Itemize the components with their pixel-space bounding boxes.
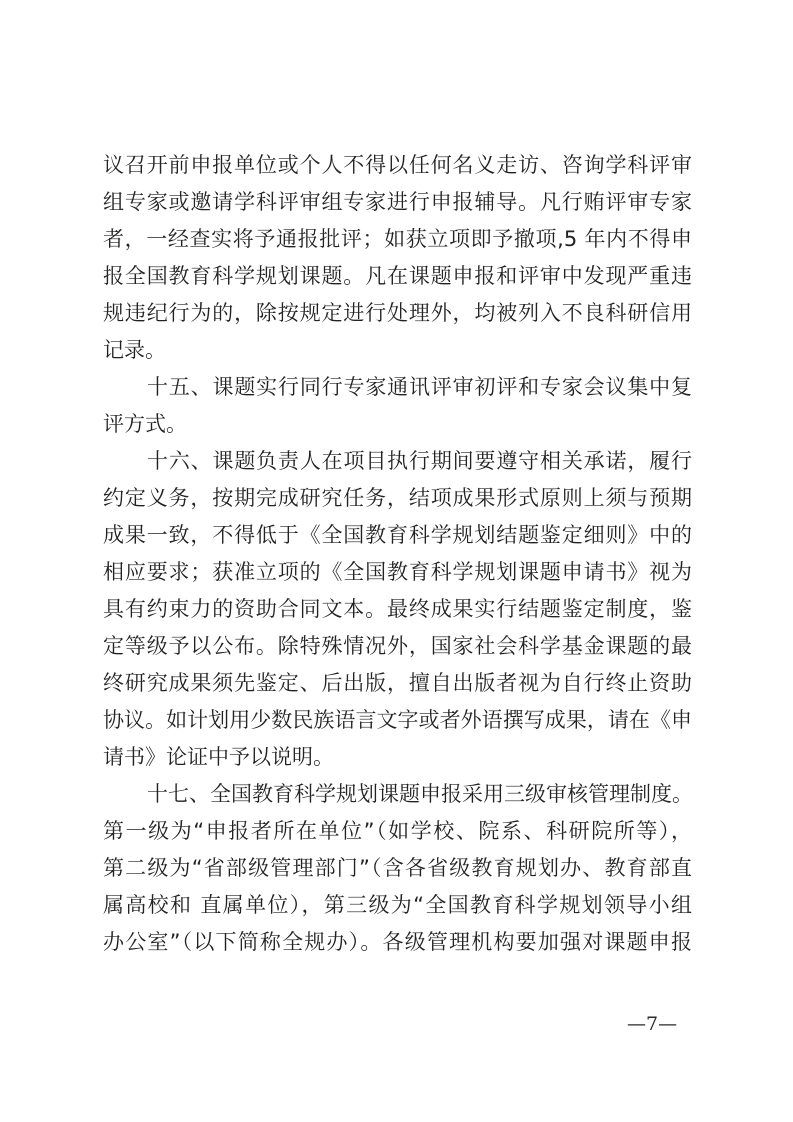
body-line: 协议。如计划用少数民族语言文字或者外语撰写成果，请在《申 (103, 708, 692, 732)
body-line: 属高校和 直属单位），第三级为“全国教育科学规划领导小组 (103, 893, 692, 917)
body-line: 终研究成果须先鉴定、后出版，擅自出版者视为自行终止资助 (103, 671, 692, 695)
body-line-section-16: 十六、课题负责人在项目执行期间要遵守相关承诺，履行 (147, 449, 692, 473)
body-line: 定等级予以公布。除特殊情况外，国家社会科学基金课题的最 (103, 634, 692, 658)
body-line: 报全国教育科学规划课题。凡在课题申报和评审中发现严重违 (103, 264, 692, 288)
body-line: 具有约束力的资助合同文本。最终成果实行结题鉴定制度，鉴 (103, 597, 692, 621)
body-line: 规违纪行为的，除按规定进行处理外，均被列入不良科研信用 (103, 301, 692, 325)
body-line: 请书》论证中予以说明。 (103, 745, 334, 769)
body-line: 组专家或邀请学科评审组专家进行申报辅导。凡行贿评审专家 (103, 190, 692, 214)
body-line: 第二级为“省部级管理部门”（含各省级教育规划办、教育部直 (103, 856, 692, 880)
page-number: —7— (627, 1013, 678, 1035)
body-line: 者，一经查实将予通报批评；如获立项即予撤项,5 年内不得申 (103, 227, 692, 251)
body-line-section-15: 十五、课题实行同行专家通讯评审初评和专家会议集中复 (147, 375, 692, 399)
body-line: 记录。 (103, 338, 166, 362)
body-line: 办公室”（以下简称全规办）。各级管理机构要加强对课题申报 (103, 930, 692, 954)
body-line: 评方式。 (103, 412, 187, 436)
body-line-section-17: 十七、全国教育科学规划课题申报采用三级审核管理制度。 (147, 782, 693, 806)
body-line: 约定义务，按期完成研究任务，结项成果形式原则上须与预期 (103, 486, 692, 510)
document-body (103, 147, 692, 961)
body-line: 议召开前申报单位或个人不得以任何名义走访、咨询学科评审 (103, 153, 692, 177)
body-line: 成果一致，不得低于《全国教育科学规划结题鉴定细则》中的 (103, 523, 692, 547)
body-line: 相应要求；获准立项的《全国教育科学规划课题申请书》视为 (103, 560, 692, 584)
body-line: 第一级为“申报者所在单位”（如学校、院系、科研院所等）， (103, 819, 692, 843)
